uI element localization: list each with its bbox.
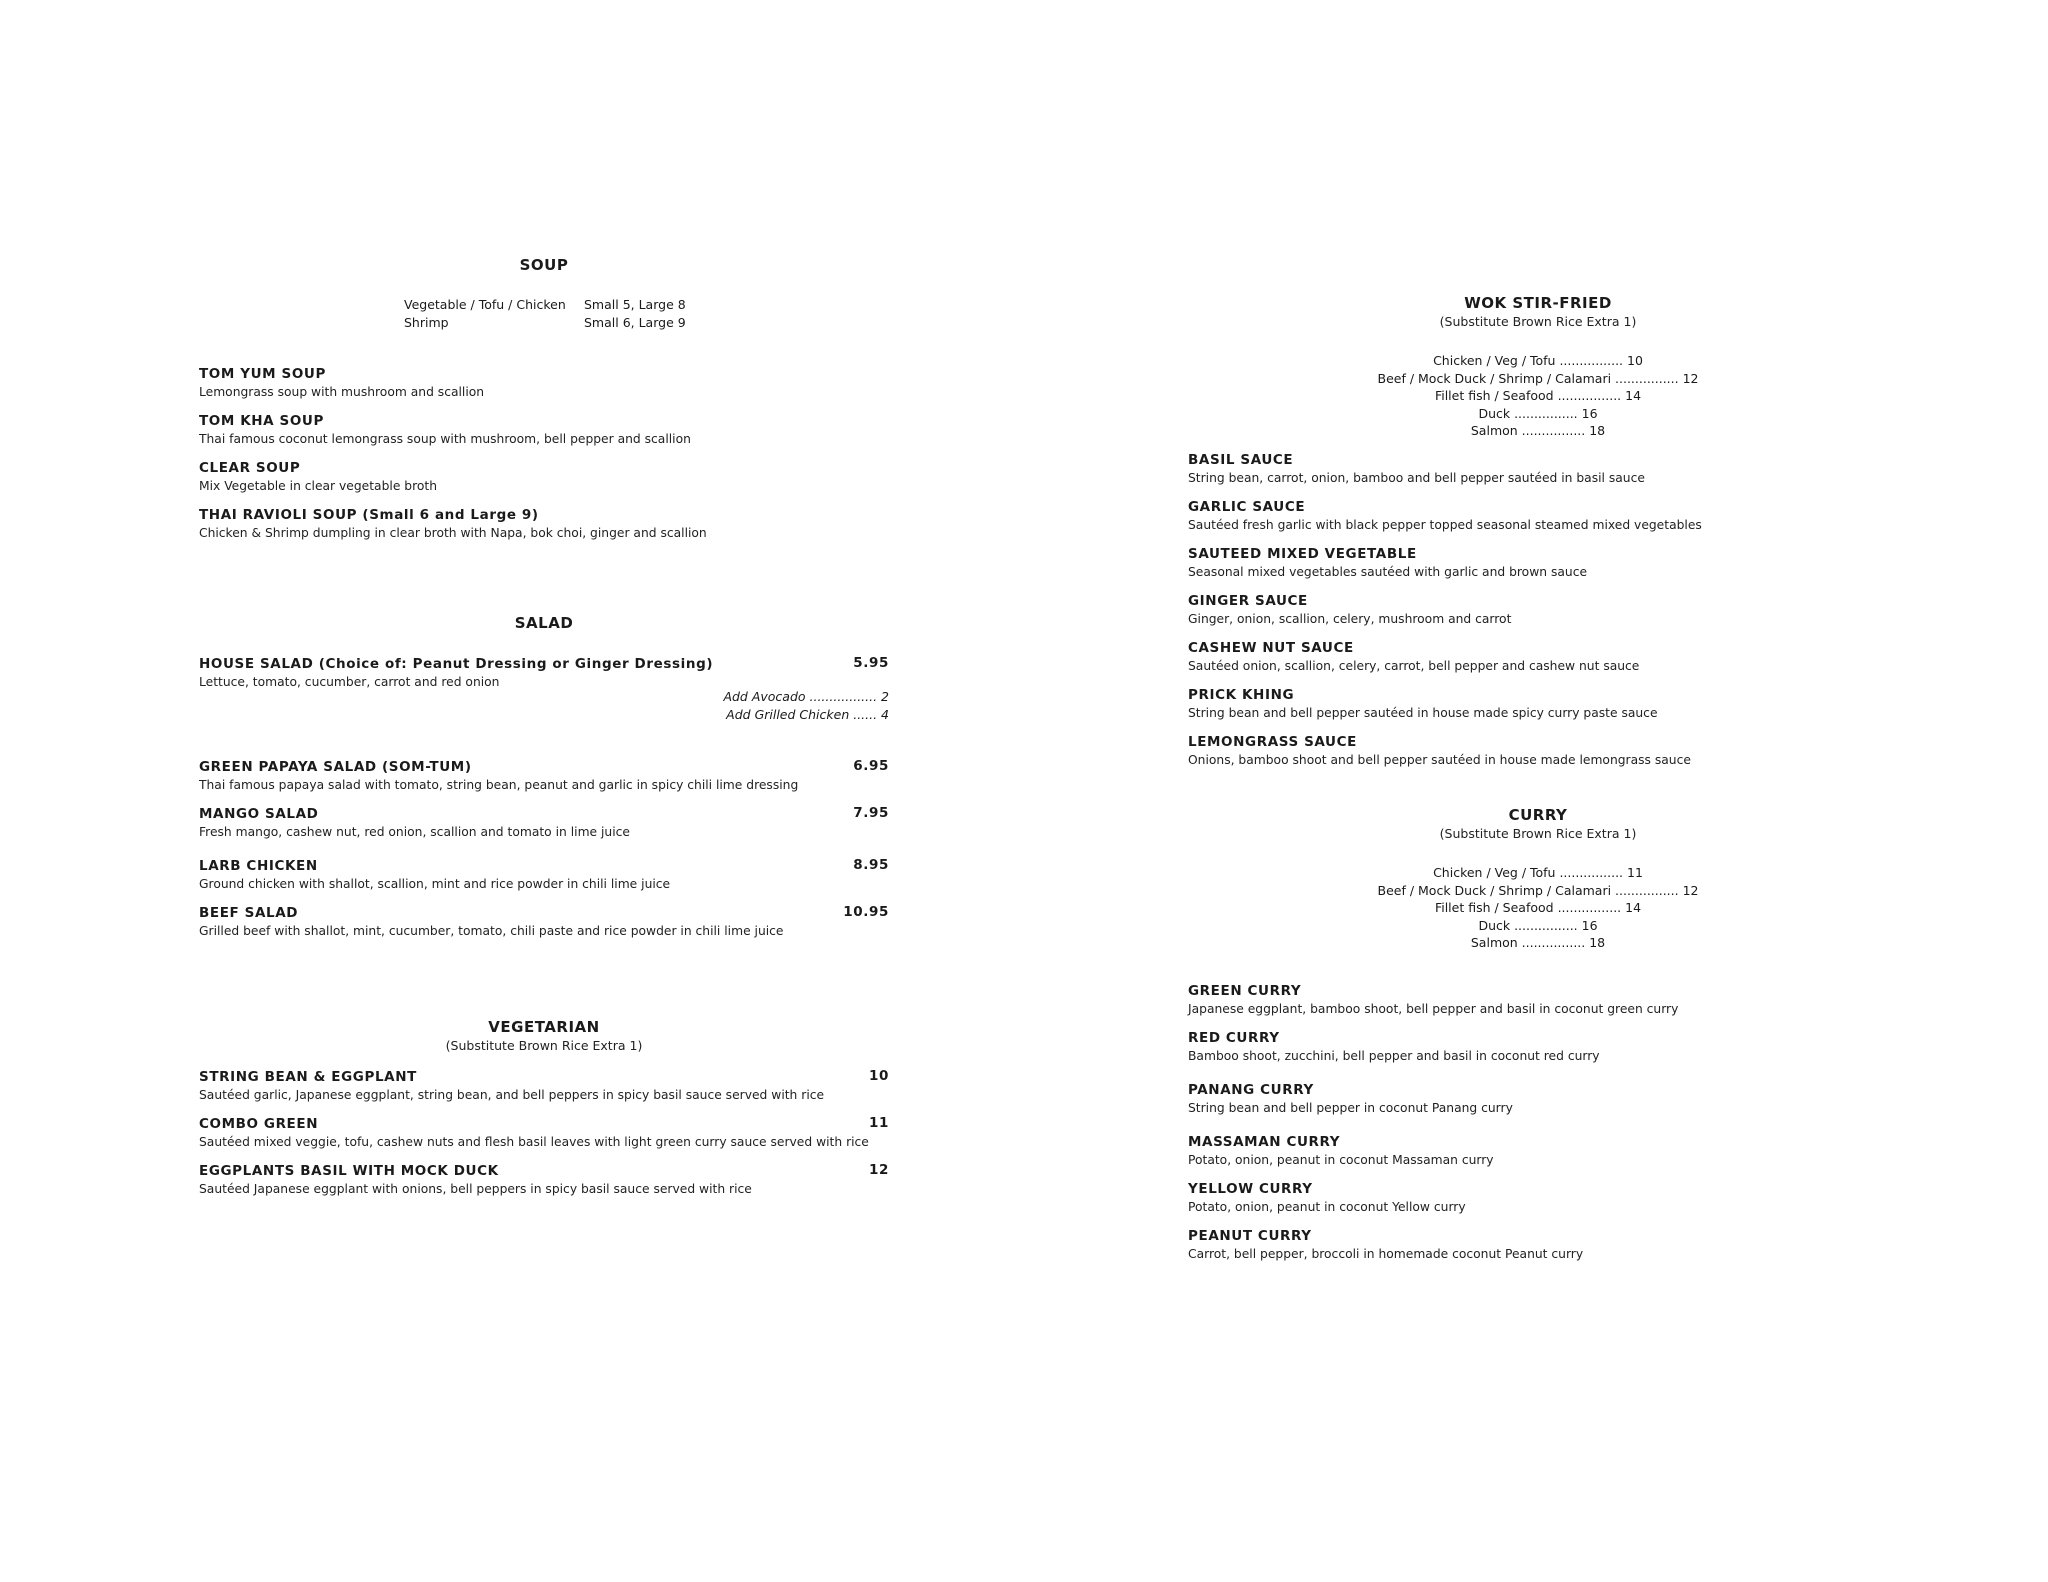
item-name: CLEAR SOUP <box>199 460 301 476</box>
menu-item-cashew-nut-sauce <box>1188 639 1888 675</box>
item-name: TOM YUM SOUP <box>199 366 326 382</box>
protein-price-line: Chicken / Veg / Tofu ................ 10 <box>1433 353 1643 368</box>
protein-price-line: Beef / Mock Duck / Shrimp / Calamari ................ 12 <box>1377 370 1699 386</box>
menu-item-string-bean-eggplant <box>199 1068 889 1104</box>
curry-protein-price-list <box>1188 864 1888 952</box>
menu-item-clear-soup <box>199 459 889 495</box>
protein-price-line: Fillet fish / Seafood ................ 14 <box>1434 900 1642 915</box>
item-name: HOUSE SALAD (Choice of: Peanut Dressing or Ginger Dressing) <box>199 656 714 672</box>
item-name: PRICK KHING <box>1188 687 1295 703</box>
item-description: Ginger, onion, scallion, celery, mushroom and carrot <box>1188 612 1512 626</box>
item-name: COMBO GREEN <box>199 1116 319 1132</box>
item-name: YELLOW CURRY <box>1188 1181 1313 1197</box>
item-description: String bean, carrot, onion, bamboo and bell pepper sautéed in basil sauce <box>1188 471 1645 485</box>
item-price: 6.95 <box>853 758 889 774</box>
item-name: SAUTEED MIXED VEGETABLE <box>1188 546 1417 562</box>
addon-avocado: Add Avocado ................. 2 <box>723 689 889 704</box>
menu-item-tom-yum-soup <box>199 365 889 401</box>
protein-price-line: Salmon ................ 18 <box>1470 423 1606 438</box>
item-description: Carrot, bell pepper, broccoli in homemade coconut Peanut curry <box>1188 1247 1584 1261</box>
item-description: Sautéed mixed veggie, tofu, cashew nuts and flesh basil leaves with light green curry sauce served with rice <box>199 1135 869 1149</box>
item-description: Lettuce, tomato, cucumber, carrot and red onion <box>199 675 500 689</box>
protein-price-line: Fillet fish / Seafood ................ 14 <box>1434 388 1642 403</box>
item-description: Potato, onion, peanut in coconut Yellow curry <box>1188 1200 1466 1214</box>
wok-protein-price-list <box>1188 352 1888 440</box>
menu-item-house-salad <box>199 655 889 691</box>
item-name: STRING BEAN & EGGPLANT <box>199 1069 417 1085</box>
menu-item-green-curry <box>1188 982 1888 1018</box>
item-name: MASSAMAN CURRY <box>1188 1134 1341 1150</box>
menu-item-eggplants-basil-mock-duck <box>199 1162 889 1198</box>
menu-item-lemongrass-sauce <box>1188 733 1888 769</box>
item-name: CASHEW NUT SAUCE <box>1188 640 1354 656</box>
protein-price-line: Duck ................ 16 <box>1478 405 1598 421</box>
soup-option-label: Shrimp <box>404 315 449 330</box>
protein-price-line: Beef / Mock Duck / Shrimp / Calamari ................ 12 <box>1377 882 1699 898</box>
vegetarian-subtitle: (Substitute Brown Rice Extra 1) <box>445 1038 643 1053</box>
menu-item-yellow-curry <box>1188 1180 1888 1216</box>
protein-price-line: Salmon ................ 18 <box>1470 935 1606 950</box>
menu-item-panang-curry <box>1188 1081 1888 1117</box>
item-description: Ground chicken with shallot, scallion, mint and rice powder in chili lime juice <box>199 877 671 891</box>
right-menu-column <box>1188 0 1888 1582</box>
item-description: Bamboo shoot, zucchini, bell pepper and basil in coconut red curry <box>1188 1049 1600 1063</box>
item-name: GARLIC SAUCE <box>1188 499 1306 515</box>
menu-item-beef-salad <box>199 904 889 940</box>
item-price: 10.95 <box>843 904 889 920</box>
item-name: RED CURRY <box>1188 1030 1280 1046</box>
item-description: Sautéed fresh garlic with black pepper topped seasonal steamed mixed vegetables <box>1188 518 1702 532</box>
item-name: BEEF SALAD <box>199 905 299 921</box>
item-price: 5.95 <box>853 655 889 671</box>
item-price: 8.95 <box>853 857 889 873</box>
wok-subtitle: (Substitute Brown Rice Extra 1) <box>1439 314 1637 329</box>
item-description: String bean and bell pepper in coconut Panang curry <box>1188 1101 1513 1115</box>
item-name: EGGPLANTS BASIL WITH MOCK DUCK <box>199 1163 499 1179</box>
menu-item-thai-ravioli-soup <box>199 506 889 542</box>
item-description: String bean and bell pepper sautéed in house made spicy curry paste sauce <box>1188 706 1658 720</box>
soup-option-price: Small 6, Large 9 <box>584 315 686 330</box>
soup-option-price: Small 5, Large 8 <box>584 297 686 312</box>
item-name: PANANG CURRY <box>1188 1082 1314 1098</box>
menu-item-green-papaya-salad <box>199 758 889 794</box>
item-price: 10 <box>869 1068 889 1084</box>
item-name: TOM KHA SOUP <box>199 413 324 429</box>
menu-item-massaman-curry <box>1188 1133 1888 1169</box>
item-price: 11 <box>869 1115 889 1131</box>
addon-grilled-chicken: Add Grilled Chicken ...... 4 <box>726 707 889 722</box>
item-description: Grilled beef with shallot, mint, cucumber, tomato, chili paste and rice powder in chili lime juice <box>199 924 784 938</box>
menu-item-sauteed-mixed-vegetable <box>1188 545 1888 581</box>
soup-option-label: Vegetable / Tofu / Chicken <box>404 297 566 312</box>
item-name: LARB CHICKEN <box>199 858 318 874</box>
item-name: LEMONGRASS SAUCE <box>1188 734 1357 750</box>
menu-item-basil-sauce <box>1188 451 1888 487</box>
item-name: MANGO SALAD <box>199 806 319 822</box>
menu-item-larb-chicken <box>199 857 889 893</box>
soup-option-labels <box>404 296 566 332</box>
item-description: Thai famous papaya salad with tomato, string bean, peanut and garlic in spicy chili lime dressing <box>199 778 799 792</box>
item-description: Fresh mango, cashew nut, red onion, scallion and tomato in lime juice <box>199 825 630 839</box>
salad-section-title: SALAD <box>514 614 574 632</box>
item-name: PEANUT CURRY <box>1188 1228 1312 1244</box>
soup-option-prices <box>584 296 686 332</box>
item-description: Sautéed Japanese eggplant with onions, bell peppers in spicy basil sauce served with rice <box>199 1182 752 1196</box>
curry-section-title: CURRY <box>1508 806 1568 824</box>
menu-item-mango-salad <box>199 805 889 841</box>
item-name: GINGER SAUCE <box>1188 593 1308 609</box>
soup-section-title: SOUP <box>519 256 569 274</box>
item-description: Japanese eggplant, bamboo shoot, bell pepper and basil in coconut green curry <box>1188 1002 1679 1016</box>
menu-item-peanut-curry <box>1188 1227 1888 1263</box>
menu-item-ginger-sauce <box>1188 592 1888 628</box>
menu-item-prick-khing <box>1188 686 1888 722</box>
item-name: BASIL SAUCE <box>1188 452 1294 468</box>
wok-section-title: WOK STIR-FRIED <box>1464 294 1612 312</box>
item-name: GREEN CURRY <box>1188 983 1302 999</box>
left-menu-column <box>199 0 889 1582</box>
item-description: Sautéed garlic, Japanese eggplant, string bean, and bell peppers in spicy basil sauce served with rice <box>199 1088 825 1102</box>
item-name: THAI RAVIOLI SOUP (Small 6 and Large 9) <box>199 507 539 523</box>
item-description: Lemongrass soup with mushroom and scallion <box>199 385 485 399</box>
item-description: Potato, onion, peanut in coconut Massaman curry <box>1188 1153 1494 1167</box>
item-description: Mix Vegetable in clear vegetable broth <box>199 479 438 493</box>
item-description: Seasonal mixed vegetables sautéed with garlic and brown sauce <box>1188 565 1588 579</box>
item-description: Onions, bamboo shoot and bell pepper sautéed in house made lemongrass sauce <box>1188 753 1691 767</box>
item-description: Sautéed onion, scallion, celery, carrot, bell pepper and cashew nut sauce <box>1188 659 1640 673</box>
item-price: 12 <box>869 1162 889 1178</box>
menu-item-tom-kha-soup <box>199 412 889 448</box>
vegetarian-section-title: VEGETARIAN <box>488 1018 600 1036</box>
item-name: GREEN PAPAYA SALAD (SOM-TUM) <box>199 759 472 775</box>
menu-item-garlic-sauce <box>1188 498 1888 534</box>
item-description: Thai famous coconut lemongrass soup with mushroom, bell pepper and scallion <box>199 432 691 446</box>
menu-item-red-curry <box>1188 1029 1888 1065</box>
protein-price-line: Chicken / Veg / Tofu ................ 11 <box>1433 865 1643 880</box>
menu-item-combo-green <box>199 1115 889 1151</box>
protein-price-line: Duck ................ 16 <box>1478 917 1598 933</box>
item-price: 7.95 <box>853 805 889 821</box>
curry-subtitle: (Substitute Brown Rice Extra 1) <box>1439 826 1637 841</box>
item-description: Chicken & Shrimp dumpling in clear broth with Napa, bok choi, ginger and scallion <box>199 526 707 540</box>
